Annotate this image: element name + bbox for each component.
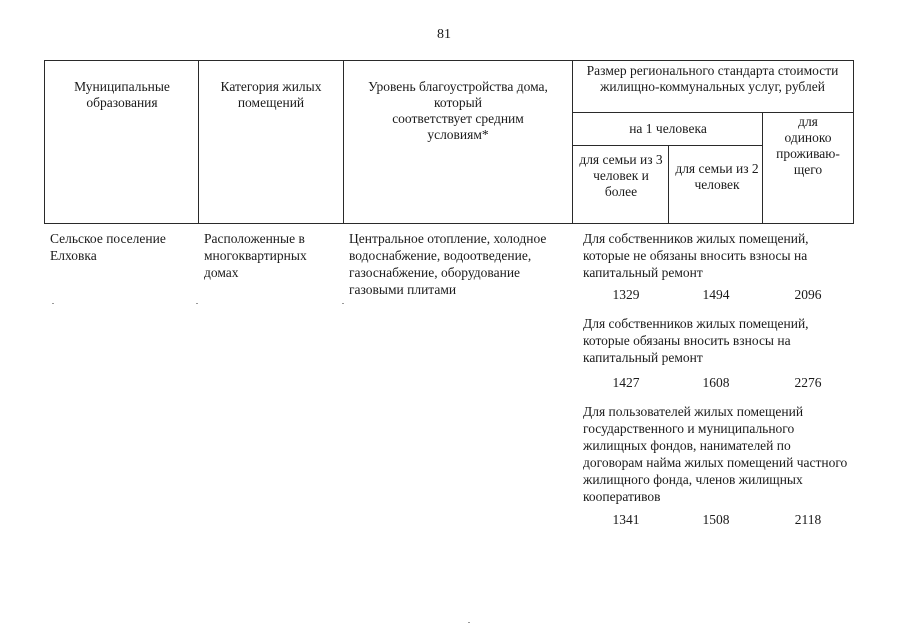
group-3-description: Для пользователей жилых помещений государственного и муниципального жилищных фондов, нанимателей по договорам найма жилых помещений частного жилищного фонда, членов жилищных кооперативов <box>583 404 848 504</box>
col-divider-3 <box>572 60 573 224</box>
header-top-border <box>44 60 854 61</box>
col-divider-5 <box>762 112 763 224</box>
scan-speck <box>468 622 470 623</box>
header-category: Категория жилых помещений <box>220 79 322 110</box>
group-1-description: Для собственников жилых помещений, которые не обязаны вносить взносы на капитальный ремонт <box>583 231 809 280</box>
header-single-line4: щего <box>793 162 823 177</box>
header-family-3: для семьи из 3 человек и более <box>579 152 663 199</box>
header-municipality: Муниципальные образования <box>74 79 170 110</box>
header-single-line2: одиноко <box>784 130 832 145</box>
group-1-family3-value: 1329 <box>612 287 640 302</box>
group-3-family2-value: 1508 <box>702 512 730 527</box>
col-divider-1 <box>198 60 199 224</box>
cell-category: Расположенные в многоквартирных домах <box>204 231 307 280</box>
scan-speck <box>342 303 344 304</box>
col-divider-0 <box>44 60 45 224</box>
header-regional-standard: Размер регионального стандарта стоимости жилищно-коммунальных услуг, рублей <box>586 63 839 94</box>
cell-municipality: Сельское поселение Елховка <box>50 231 166 263</box>
header-per-person: на 1 человека <box>629 121 707 136</box>
cell-improvement: Центральное отопление, холодное водоснабжение, водоотведение, газоснабжение, оборудование газовыми плитами <box>349 231 547 297</box>
header-single-line3: проживаю- <box>776 146 840 161</box>
standard-subheader-border <box>572 112 854 113</box>
col-divider-6 <box>853 60 854 224</box>
header-family-2: для семьи из 2 человек <box>675 161 759 192</box>
group-3-single-value: 2118 <box>794 512 822 527</box>
header-single-resident <box>764 114 852 178</box>
group-2-single-value: 2276 <box>794 375 822 390</box>
group-2-description: Для собственников жилых помещений, которые обязаны вносить взносы на капитальный ремонт <box>583 316 809 365</box>
header-improvement-level <box>348 79 568 143</box>
scan-speck <box>196 303 198 304</box>
group-2-family3-value: 1427 <box>612 375 640 390</box>
group-2-family2-value: 1608 <box>702 375 730 390</box>
group-3-family3-value: 1341 <box>612 512 640 527</box>
per-person-border <box>572 145 762 146</box>
header-single-line1: для <box>798 114 818 129</box>
header-improvement-line2: соответствует средним условиям* <box>392 111 524 142</box>
header-improvement-line1: Уровень благоустройства дома, который <box>368 79 548 110</box>
col-divider-2 <box>343 60 344 224</box>
group-1-single-value: 2096 <box>794 287 822 302</box>
group-1-family2-value: 1494 <box>702 287 730 302</box>
page-number: 81 <box>437 27 451 42</box>
header-bottom-border <box>44 223 854 224</box>
scan-speck <box>52 303 54 304</box>
col-divider-4 <box>668 145 669 224</box>
